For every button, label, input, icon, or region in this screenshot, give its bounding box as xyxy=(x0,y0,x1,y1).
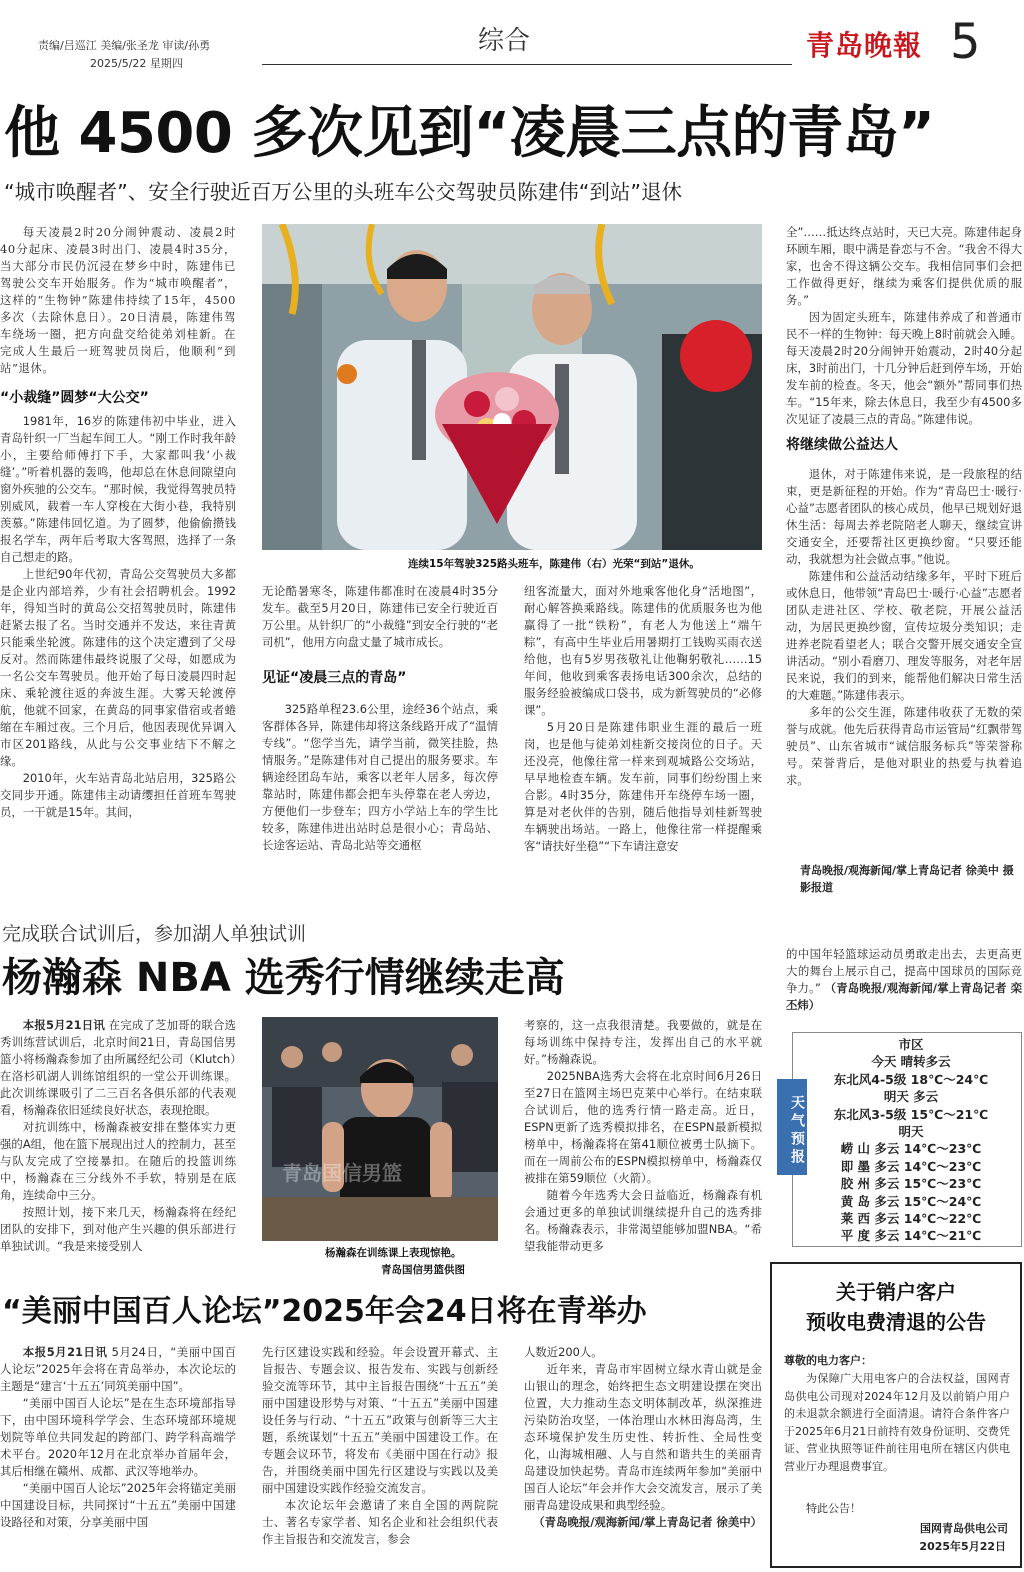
article1-headline: 他 4500 多次见到“凌晨三点的青岛” xyxy=(4,101,935,166)
bus-interior-illustration xyxy=(262,224,762,550)
article2-paragraph xyxy=(786,946,1022,1014)
masthead-logo: 青岛晚報 xyxy=(806,29,923,62)
weather-row: 明天 xyxy=(898,1124,924,1140)
weather-badge-label: 天气预报 xyxy=(789,1095,805,1167)
article1-paragraph: 325路单程23.6公里，途经36个站点，乘客群体各异，陈建伟却将这条线路开成了“温情专线”。“您学当先，请学当前，微笑挂脸，热情服务。”是陈建伟对自己提出的服务要求。车辆途经团岛车站，乘客以老年人居多，每次停靠站时，陈建伟都会把车头停靠在老人旁边，方便他们一步登车；四方小学站上车的学生比较多，陈建伟进出站时总是很小心；青岛站、长途客运站、青岛北站等交通枢 xyxy=(262,702,498,852)
article1-column-4 xyxy=(786,224,1022,864)
article2-paragraph: 按照计划，接下来几天，杨瀚森将在经纪团队的安排下，到对他产生兴趣的俱乐部进行单独试训。“我是来接受别人 xyxy=(0,1205,236,1253)
player-training-illustration xyxy=(262,1017,498,1241)
article1-paragraph: 上世纪90年代初，青岛公交驾驶员大多都是企业内部培养，少有社会招聘机会。1992年，得知当时的黄岛公交招驾驶员时，陈建伟赶紧去报了名。当时交通并不发达，来往青黄只能乘坐轮渡。陈建伟的这个决定遭到了父母反对。然而陈建伟最终说服了父母，如愿成为一名公交车驾驶员。他开始了每日凌晨四时起床、乘轮渡往返的奔波生涯。大雾天轮渡停航，他就不回家，在黄岛的同事家借宿或者蜷缩在车厢过夜。三个月后，他因表现优异调入市区201路线，从此与公交事业结下不解之缘。 xyxy=(0,567,236,768)
weather-row: 莱 西 多云 14℃～22℃ xyxy=(840,1211,982,1227)
notice-date: 2025年5月22日 xyxy=(919,1540,1006,1553)
article2-paragraph xyxy=(0,1017,236,1119)
article1-paragraph: 无论酷暑寒冬，陈建伟都准时在凌晨4时35分发车。截至5月20日，陈建伟已安全行驶近百万公里。从针织厂的“小裁缝”到安全行驶的“老司机”，他用方向盘丈量了城市成长。 xyxy=(262,584,498,649)
weather-row: 市区 xyxy=(898,1037,924,1052)
article1-subhead-3: 将继续做公益达人 xyxy=(786,437,898,453)
weather-box xyxy=(789,1032,1022,1247)
article1-paragraph: 纽客流量大，面对外地乘客他化身“活地图”，耐心解答换乘路线。陈建伟的优质服务也为他赢得了一批“铁粉”，有老人为他送上“端午粽”，有高中生毕业后用暑期打工钱购买雨衣送给他，也有5岁男孩敬礼让他鞠躬敬礼……15年间，他收到乘客表扬电话300余次，总结的服务经验被编成口袋书，成为新驾驶员的“必修课”。 xyxy=(524,584,762,717)
notice-salutation: 尊敬的电力客户： xyxy=(784,1354,872,1367)
article1-column-2 xyxy=(262,583,498,893)
article2-closing: 的中国年轻篮球运动员勇敢走出去，去更高更大的舞台上展示自己，提高中国球员的国际竞争力。” xyxy=(786,947,1022,995)
article3-paragraph: “美丽中国百人论坛”2025年会将锚定美丽中国建设目标，共同探讨“十五五”美丽中国建设路径和对策，分享美丽中国 xyxy=(0,1481,236,1529)
article3-column-1 xyxy=(0,1344,236,1572)
notice-signature: 国网青岛供电公司 xyxy=(920,1522,1008,1535)
article2-column-3 xyxy=(524,1017,762,1277)
article1-paragraph: 全”……抵达终点站时，天已大亮。陈建伟起身环顾车厢，眼中满是眷恋与不舍。“我舍不得大家，也舍不得这辆公交车。我相信同事们会把工作做得更好，继续为乘客们提供优质的服务。” xyxy=(786,225,1022,307)
article2-column-1 xyxy=(0,1017,236,1277)
weather-row: 崂 山 多云 14℃～23℃ xyxy=(840,1141,982,1157)
article3-paragraph: 人数近200人。 xyxy=(524,1345,603,1359)
article1-subhead-2: 见证“凌晨三点的青岛” xyxy=(262,670,407,686)
article3-lead: 5月24日，“美丽中国百人论坛”2025年会将在青岛举办，本次论坛的主题是“建言‘十五五’同筑美丽中国”。 xyxy=(0,1345,236,1393)
section-title: 综合 xyxy=(478,26,531,56)
article1-paragraph: 2010年，火车站青岛北站启用，325路公交同步开通。陈建伟主动请缨担任首班车驾驶员，一干就是15年。其间， xyxy=(0,771,236,819)
photo-watermark: 青岛国信男篮 xyxy=(282,1161,402,1185)
notice-title-line1: 关于销户客户 xyxy=(836,1280,956,1304)
article3-column-2 xyxy=(262,1344,498,1572)
article2-headline: 杨瀚森 NBA 选秀行情继续走高 xyxy=(2,955,565,1001)
article1-column-3 xyxy=(524,583,762,893)
weather-row: 东北风4-5级 18℃～24℃ xyxy=(833,1071,989,1087)
issue-date: 2025/5/22 星期四 xyxy=(90,57,183,70)
basketball-photo-credit: 青岛国信男篮供图 xyxy=(381,1264,465,1276)
retirement-photo-caption: 连续15年驾驶325路头班车，陈建伟（右）光荣“到站”退休。 xyxy=(408,558,700,570)
weather-row: 即 墨 多云 14℃～23℃ xyxy=(840,1158,982,1174)
basketball-photo-caption: 杨瀚森在训练课上表现惊艳。 xyxy=(325,1247,462,1259)
article1-subhead-1: “小裁缝”圆梦“大公交” xyxy=(0,390,149,406)
article3-paragraph xyxy=(0,1344,236,1395)
article3-headline: “美丽中国百人论坛”2025年会24日将在青举办 xyxy=(2,1294,647,1329)
article3-paragraph: 先行区建设实践和经验。年会设置开幕式、主旨报告、专题会议、报告发布、实践与创新经验交流等环节，其中主旨报告围绕“十五五”美丽中国建设形势与对策、“十五五”美丽中国建设任务与行动、“十五五”政策与创新等三大主题，系统谋划“十五五”美丽中国建设工作。在专题会议环节，将发布《美丽中国在行动》报告，并围绕美丽中国先行区建设与实践以及美丽中国建设实践作经验交流发言。 xyxy=(262,1345,498,1495)
weather-row: 胶 州 多云 15℃～23℃ xyxy=(840,1176,982,1192)
article2-lead: 在完成了芝加哥的联合选秀训练营试训后，北京时间21日，青岛国信男篮小将杨瀚森参加了由所属经纪公司（Klutch）在洛杉矶湖人训练馆组织的一堂公开训练课。此次训练课吸引了二三百名各俱乐部的代表观看，杨瀚森依旧延续良好状态，表现抢眼。 xyxy=(0,1018,236,1117)
header-rule xyxy=(262,64,792,65)
basketball-photo xyxy=(262,1017,498,1241)
article1-paragraph: 多年的公交生涯，陈建伟收获了无数的荣誉与成就。他先后获得青岛市运管局“红飘带驾驶员”、山东省城市“诚信服务标兵”等荣誉称号。荣誉背后，是他对职业的热爱与执着追求。 xyxy=(786,705,1022,787)
article1-subheadline: “城市唤醒者”、安全行驶近百万公里的头班车公交驾驶员陈建伟“到站”退休 xyxy=(4,180,682,204)
article1-paragraph: 1981年，16岁的陈建伟初中毕业，进入青岛针织一厂当起车间工人。“刚工作时我年龄小，主要给师傅打下手，大家都叫我‘小裁缝’。”听着机器的轰鸣，他却总在休息间隙望向窗外疾驰的公交车。“那时候，我觉得驾驶员特别威风，载着一车人穿梭在大街小巷，我特别羡慕。”陈建伟回忆道。为了圆梦，他偷偷攒钱报名学车，两年后考取大客驾照，选择了一条自己想走的路。 xyxy=(0,414,236,564)
notice-closing: 特此公告！ xyxy=(806,1502,861,1515)
weather-row: 今天 晴转多云 xyxy=(871,1054,951,1070)
article1-paragraph: 5月20日是陈建伟职业生涯的最后一班岗，也是他与徒弟刘桂新交接岗位的日子。天还没亮，他像往常一样来到观城路公交场站，早早地检查车辆。发车前，同事们纷纷围上来合影。4时35分，陈建伟开车绕停车场一圈，算是对老伙伴的告别，随后他指导刘桂新驾驶车辆驶出场站。一路上，他像往常一样提醒乘客“请扶好坐稳”“下车请注意安 xyxy=(524,720,762,853)
retirement-photo xyxy=(262,224,762,550)
article3-column-3 xyxy=(524,1344,762,1572)
article2-paragraph: 2025NBA选秀大会将在北京时间6月26日至27日在篮网主场巴克莱中心举行。在结束联合试训后，他的选秀行情一路走高。近日，ESPN更新了选秀模拟排名，在ESPN最新模拟榜单中，杨瀚森将在第41顺位被勇士队摘下。而在一周前公布的ESPN模拟榜单中，杨瀚森仅被排在第59顺位（火箭）。 xyxy=(524,1069,762,1185)
article3-paragraph: 近年来，青岛市牢固树立绿水青山就是金山银山的理念，始终把生态文明建设摆在突出位置，大力推动生态文明体制改革，纵深推进污染防治攻坚，一体治理山水林田海岛湾，生态环境保护发生历史性、转折性、全局性变化，山海城相融、人与自然和谐共生的美丽青岛建设加快起势。青岛市连续两年参加“美丽中国百人论坛”年会并作大会交流发言，展示了美丽青岛建设成果和典型经验。 xyxy=(524,1362,762,1512)
editor-credits: 责编/吕巡江 美编/张圣龙 审读/孙勇 xyxy=(38,39,211,52)
notice-title-line2: 预收电费清退的公告 xyxy=(806,1310,986,1334)
weather-row: 明天 多云 xyxy=(883,1089,939,1105)
weather-row: 东北风3-5级 15℃～21℃ xyxy=(833,1106,989,1122)
weather-row: 平 度 多云 14℃～21℃ xyxy=(840,1228,982,1244)
article2-byline: 本报5月21日讯 xyxy=(22,1018,105,1032)
article3-paragraph: “美丽中国百人论坛”是在生态环境部指导下，由中国环境科学学会、生态环境部环境规划院等单位共同发起的跨部门、跨学科高端学术平台。2020年12月在北京举办首届年会，其后相继在赣州、成都、武汉等地举办。 xyxy=(0,1396,236,1478)
article1-paragraph: 因为固定头班车，陈建伟养成了和普通市民不一样的生物钟：每天晚上8时前就会入睡。每天凌晨2时20分闹钟开始震动，2时40分起床，3时前出门，十几分钟后赶到停车场，开始发车前的检查。冬天，他会“额外”帮同事们热车。“15年来，除去休息日，我至少有4500多次见证了凌晨三点的青岛。”陈建伟说。 xyxy=(786,310,1022,426)
page-number: 5 xyxy=(950,14,981,70)
article2-paragraph: 考察的，这一点我很清楚。我要做的，就是在每场训练中保持专注，发挥出自己的水平就好。”杨瀚森说。 xyxy=(524,1018,762,1066)
weather-row: 黄 岛 多云 15℃～24℃ xyxy=(840,1193,982,1209)
article1-lead: 每天凌晨2时20分闹钟震动、凌晨2时40分起床、凌晨3时出门、凌晨4时35分，当大部分市民仍沉浸在梦乡中时，陈建伟已驾驶公交车开始服务。作为“城市唤醒者”，这样的“生物钟”陈建伟持续了15年，4500多次（去除休息日）。20日清晨，陈建伟驾车绕场一圈，把方向盘交给徒弟刘桂新。在完成人生最后一班驾驶员岗后，他顺利“到站”退休。 xyxy=(0,225,236,375)
article2-column-4 xyxy=(786,946,1022,1016)
article1-credit: 青岛晚报/观海新闻/掌上青岛记者 徐美中 摄影报道 xyxy=(800,864,1014,894)
article3-paragraph: 本次论坛年会邀请了来自全国的两院院士、著名专家学者、知名企业和社会组织代表作主旨报告和交流发言，参会 xyxy=(262,1498,498,1546)
article2-kicker: 完成联合试训后，参加湖人单独试训 xyxy=(2,923,307,945)
article1-paragraph: 退休，对于陈建伟来说，是一段旅程的结束，更是新征程的开始。作为“青岛巴士·暖行·心益”志愿者团队的核心成员，他早已规划好退休生活：每周去养老院陪老人聊天，继续宣讲交通安全，还要帮社区更换纱窗。“只要还能动，我就想为社会做点事。”他说。 xyxy=(786,467,1022,566)
article2-credit: （青岛晚报/观海新闻/掌上青岛记者 栾丕炜） xyxy=(786,981,1022,1012)
article2-paragraph: 随着今年选秀大会日益临近，杨瀚森有机会通过更多的单独试训继续提升自己的选秀排名。杨瀚森表示，非常渴望能够加盟NBA。“希望我能带动更多 xyxy=(524,1188,762,1253)
article2-paragraph: 对抗训练中，杨瀚森被安排在整体实力更强的A组，他在篮下展现出过人的控制力，甚至与队友完成了空接暴扣。在随后的投篮训练中，杨瀚森在三分线外不手软，特别是在底角，连续命中三分。 xyxy=(0,1120,236,1202)
article3-byline: 本报5月21日讯 xyxy=(22,1345,108,1359)
article1-paragraph: 陈建伟和公益活动结缘多年，平时下班后或休息日，他带领“青岛巴士·暖行·心益”志愿者团队走进社区、学校、敬老院，开展公益活动，为居民更换纱窗，宣传垃圾分类知识；走进养老院看望老人；联合交警开展交通安全宣讲活动。“别小看磨刀、理发等服务，对老年居民来说，我们的到来，能帮他们解决日常生活的大难题。”陈建伟表示。 xyxy=(786,569,1022,702)
article3-credit: （青岛晚报/观海新闻/掌上青岛记者 徐美中） xyxy=(533,1515,762,1529)
notice-body: 为保障广大用电客户的合法权益，国网青岛供电公司现对2024年12月及以前销户用户的未退款余额进行全面清退。请符合条件客户于2025年6月21日前持有效身份证明、交费凭证、营业执照等证件前往用电所在辖区内供电营业厅办理退费事宜。 xyxy=(784,1372,1010,1473)
public-notice xyxy=(770,1262,1022,1568)
article1-column-1 xyxy=(0,224,236,894)
